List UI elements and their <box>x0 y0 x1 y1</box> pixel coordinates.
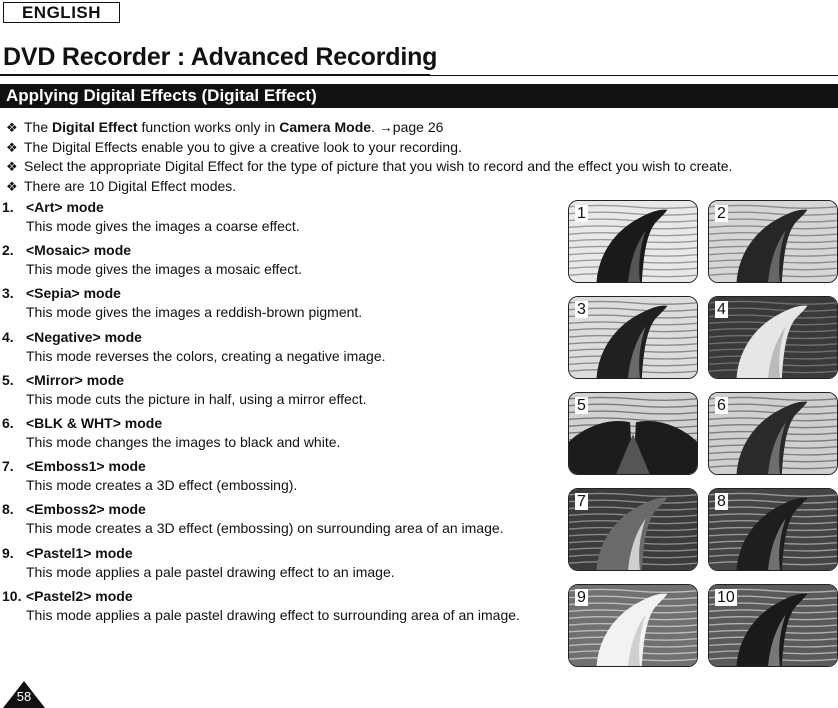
bullet-bold-term: Digital Effect <box>52 119 138 135</box>
mode-name: <Emboss2> mode <box>26 501 146 518</box>
mode-number: 1. <box>2 199 14 215</box>
mode-name: <Sepia> mode <box>26 285 121 302</box>
intro-bullet <box>6 118 836 138</box>
effect-thumbnail-mosaic <box>708 200 838 283</box>
effect-thumbnail-negative <box>708 296 838 379</box>
bullet-text: There are 10 Digital Effect modes. <box>24 177 237 194</box>
intro-bullet <box>6 177 836 197</box>
page-number-badge <box>2 680 46 708</box>
mode-name: <Pastel2> mode <box>26 587 133 604</box>
mode-description: This mode cuts the picture in half, using a mirror effect. <box>26 390 367 407</box>
mode-description: This mode applies a pale pastel drawing effect to surrounding area of an image. <box>26 606 520 623</box>
effect-thumbnail-grid <box>568 200 838 660</box>
title-underline <box>0 74 430 76</box>
intro-bullet <box>6 157 836 177</box>
mode-item <box>0 198 560 241</box>
mode-number: 2. <box>2 242 14 259</box>
thumbnail-number: 3 <box>577 301 586 318</box>
effect-thumbnail-sepia <box>568 296 698 379</box>
mode-number: 3. <box>2 285 14 302</box>
mode-title <box>0 241 560 260</box>
bullet-bold-term: Camera Mode <box>279 119 372 135</box>
mode-name: <Emboss1> mode <box>26 458 146 475</box>
intro-bullet-list <box>6 118 836 196</box>
mode-item <box>0 371 560 414</box>
thumbnail-number: 5 <box>577 397 586 414</box>
dolphin-image-icon <box>709 489 837 570</box>
bullet-diamond-icon: ❖ <box>6 120 18 135</box>
mode-title <box>0 198 560 217</box>
effect-thumbnail-pastel2 <box>708 584 838 667</box>
thumbnail-number: 10 <box>717 589 735 606</box>
thumbnail-number: 6 <box>717 397 726 414</box>
page-number: 58 <box>16 689 32 704</box>
language-tag: ENGLISH <box>3 2 120 23</box>
mode-description: This mode gives the images a coarse effect. <box>26 218 300 234</box>
mode-description: This mode gives the images a mosaic effect. <box>26 261 302 278</box>
thumbnail-number: 4 <box>717 301 726 318</box>
mode-description: This mode creates a 3D effect (embossing). <box>26 477 298 494</box>
mode-title <box>0 500 560 519</box>
thumbnail-number: 9 <box>577 589 586 606</box>
mode-name: <Art> mode <box>26 199 104 215</box>
effect-thumbnail-mirror <box>568 392 698 475</box>
mode-description: This mode reverses the colors, creating a negative image. <box>26 347 386 364</box>
mode-item <box>0 241 560 284</box>
mode-title <box>0 457 560 476</box>
dolphin-image-icon <box>709 201 837 282</box>
thumbnail-number: 1 <box>577 205 586 222</box>
mode-item <box>0 500 560 543</box>
mode-title <box>0 284 560 303</box>
intro-bullet <box>6 138 836 158</box>
section-heading-bar <box>0 84 838 108</box>
title-rule-extension <box>430 75 838 76</box>
bullet-text: function works only in <box>137 119 280 135</box>
mode-description: This mode gives the images a reddish-brown pigment. <box>26 304 363 321</box>
mode-number: 5. <box>2 371 14 388</box>
mode-number: 9. <box>2 544 14 561</box>
mode-item <box>0 544 560 587</box>
effect-thumbnail-pastel1 <box>568 584 698 667</box>
thumbnail-number: 7 <box>577 493 586 510</box>
mode-item <box>0 414 560 457</box>
effect-thumbnail-blk-wht <box>708 392 838 475</box>
mode-title <box>0 328 560 347</box>
mode-description: This mode creates a 3D effect (embossing) on surrounding area of an image. <box>26 520 504 537</box>
mode-item <box>0 284 560 327</box>
mode-number: 10. <box>2 587 22 604</box>
mode-number: 4. <box>2 328 14 345</box>
mode-title <box>0 587 560 606</box>
mode-item <box>0 457 560 500</box>
bullet-diamond-icon: ❖ <box>6 159 18 174</box>
mode-description: This mode changes the images to black and white. <box>26 433 341 450</box>
mode-number: 7. <box>2 458 14 475</box>
dolphin-image-icon <box>569 489 697 570</box>
effect-mode-list <box>0 198 560 630</box>
mode-item <box>0 328 560 371</box>
mode-number: 6. <box>2 414 14 431</box>
mode-item <box>0 587 560 630</box>
mode-name: <Pastel1> mode <box>26 544 133 561</box>
page-title: DVD Recorder : Advanced Recording <box>3 43 438 71</box>
mode-description: This mode applies a pale pastel drawing effect to an image. <box>26 563 395 580</box>
dolphin-image-icon <box>569 297 697 378</box>
bullet-text: Select the appropriate Digital Effect for the type of picture that you wish to record and the effect you wish to create. <box>24 158 733 174</box>
mode-name: <Negative> mode <box>26 328 142 345</box>
bullet-diamond-icon: ❖ <box>6 139 18 155</box>
section-heading: Applying Digital Effects (Digital Effect) <box>6 86 317 105</box>
mode-name: <Mosaic> mode <box>26 242 132 259</box>
mode-title <box>0 371 560 390</box>
bullet-diamond-icon: ❖ <box>6 178 18 194</box>
dolphin-image-icon <box>709 393 837 474</box>
dolphin-image-icon <box>569 585 697 666</box>
effect-thumbnail-emboss1 <box>568 488 698 571</box>
mode-name: <Mirror> mode <box>26 371 125 388</box>
effect-thumbnail-art <box>568 200 698 283</box>
thumbnail-number: 2 <box>717 205 726 222</box>
thumbnail-number: 8 <box>717 493 726 510</box>
bullet-text: The Digital Effects enable you to give a creative look to your recording. <box>24 138 462 155</box>
bullet-page-reference: . →page 26 <box>371 119 444 135</box>
dolphin-image-icon <box>709 297 837 378</box>
mode-number: 8. <box>2 501 14 518</box>
bullet-text: The <box>24 119 53 135</box>
dolphin-image-icon <box>569 201 697 282</box>
effect-thumbnail-emboss2 <box>708 488 838 571</box>
mode-title <box>0 544 560 563</box>
mode-title <box>0 414 560 433</box>
dolphin-image-icon <box>569 393 697 474</box>
mode-name: <BLK & WHT> mode <box>26 414 163 431</box>
